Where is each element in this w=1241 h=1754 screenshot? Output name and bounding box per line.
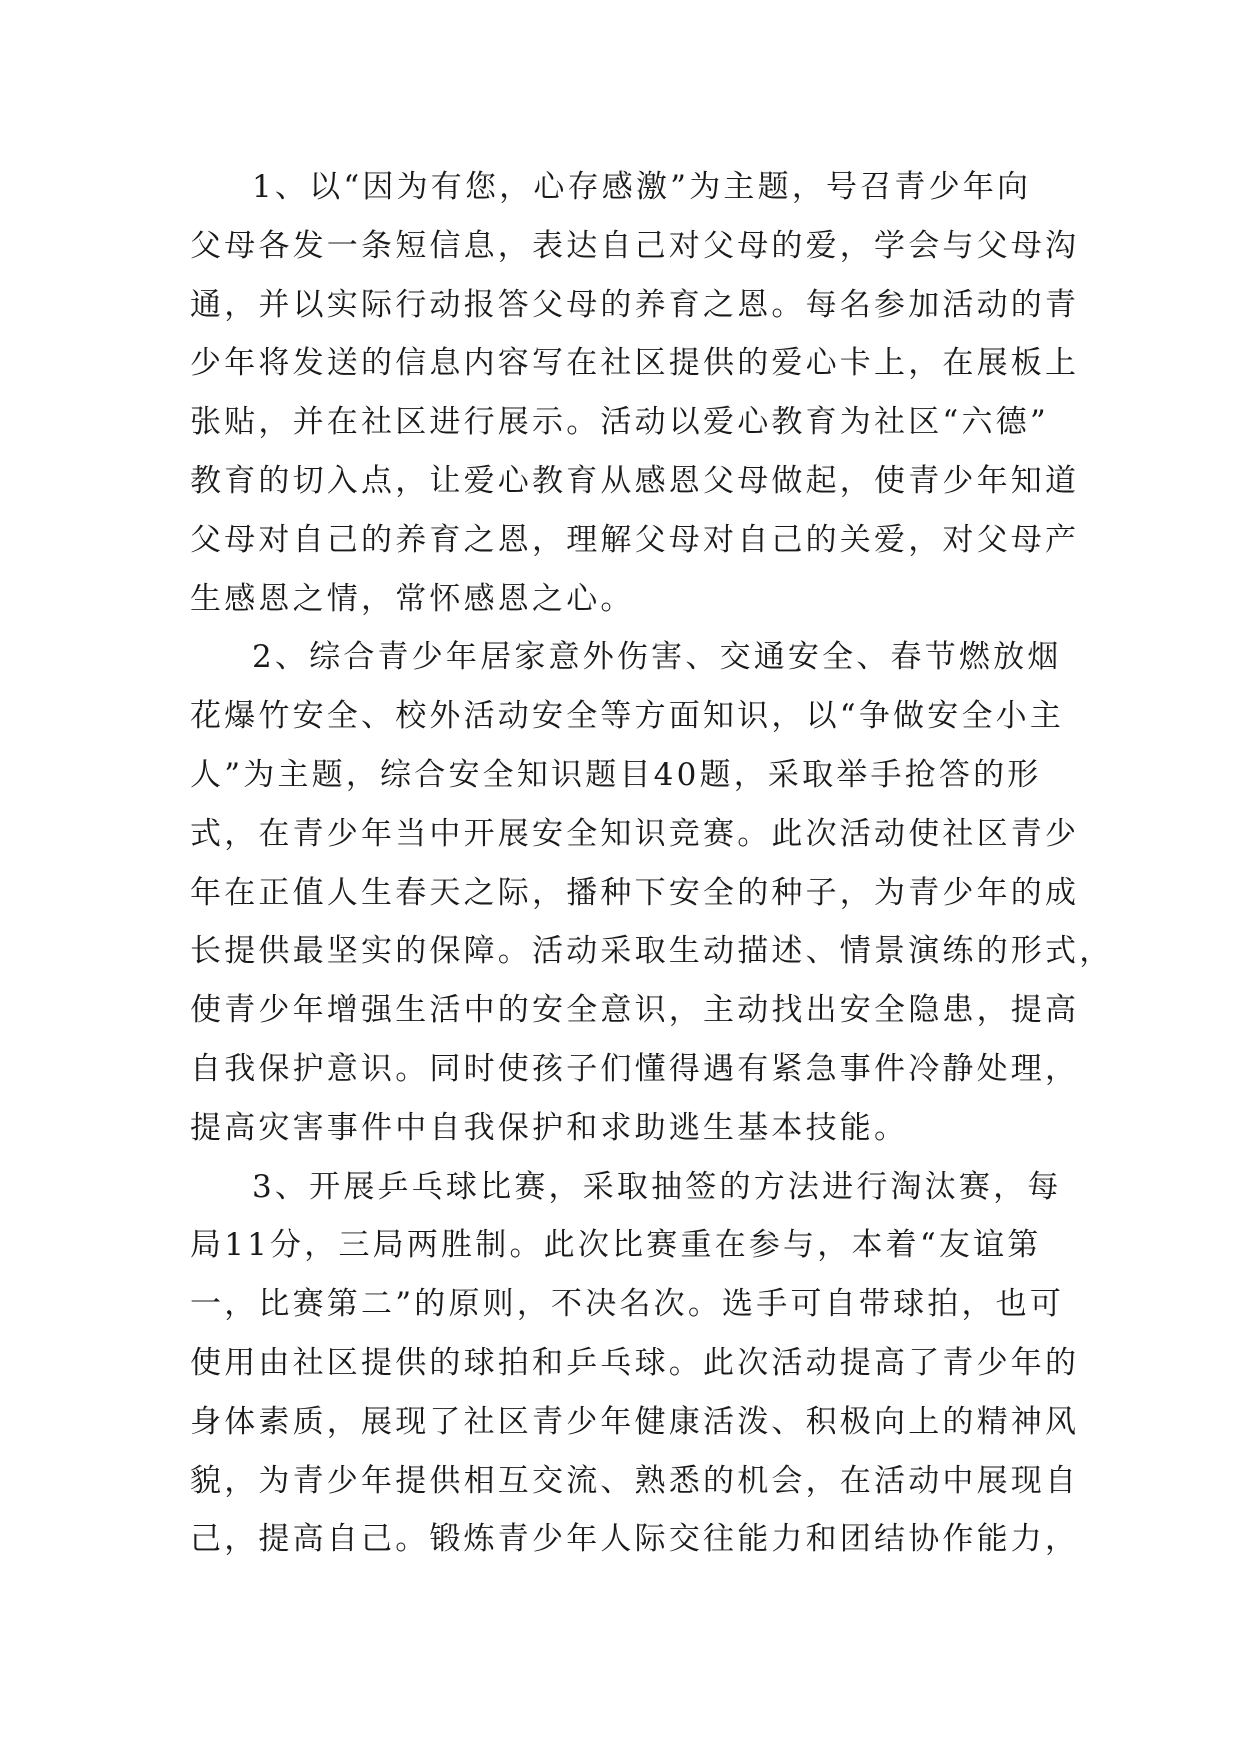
paragraph-line: 花爆竹安全、校外活动安全等方面知识，以“争做安全小主: [190, 698, 1065, 735]
paragraph-line: 长提供最坚实的保障。活动采取生动描述、情景演练的形式，: [190, 933, 1114, 970]
paragraph-line: 使青少年增强生活中的安全意识，主动找出安全隐患，提高: [190, 992, 1080, 1029]
paragraph-line: 貌，为青少年提供相互交流、熟悉的机会，在活动中展现自: [190, 1462, 1080, 1499]
paragraph-line: 局11分，三局两胜制。此次比赛重在参与，本着“友谊第: [190, 1227, 1042, 1264]
paragraph-line: 教育的切入点，让爱心教育从感恩父母做起，使青少年知道: [190, 462, 1080, 499]
paragraph-line: 使用由社区提供的球拍和乒乓球。此次活动提高了青少年的: [190, 1344, 1080, 1381]
paragraph-line: 2、综合青少年居家意外伤害、交通安全、春节燃放烟: [252, 639, 1062, 676]
paragraph-line: 张贴，并在社区进行展示。活动以爱心教育为社区“六德”: [190, 404, 1049, 441]
paragraph-line: 自我保护意识。同时使孩子们懂得遇有紧急事件冷静处理，: [190, 1050, 1080, 1087]
document-body: [190, 158, 1114, 1569]
paragraph-3: [190, 1158, 1080, 1570]
paragraph-line: 人”为主题，综合安全知识题目40题，采取举手抢答的形: [190, 756, 1042, 793]
paragraph-1: [190, 158, 1080, 628]
paragraph-line: 1、以“因为有您，心存感激”为主题，号召青少年向: [252, 169, 1032, 205]
paragraph-line: 式，在青少年当中开展安全知识竞赛。此次活动使社区青少: [190, 815, 1080, 852]
paragraph-line: 通，并以实际行动报答父母的养育之恩。每名参加活动的青: [190, 286, 1080, 323]
paragraph-line: 己，提高自己。锻炼青少年人际交往能力和团结协作能力，: [190, 1521, 1080, 1558]
paragraph-line: 年在正值人生春天之际，播种下安全的种子，为青少年的成: [190, 874, 1080, 911]
paragraph-line: 生感恩之情，常怀感恩之心。: [190, 580, 635, 617]
paragraph-2: [190, 628, 1114, 1157]
paragraph-line: 少年将发送的信息内容写在社区提供的爱心卡上，在展板上: [190, 345, 1080, 382]
paragraph-line: 一，比赛第二”的原则，不决名次。选手可自带球拍，也可: [190, 1286, 1065, 1323]
paragraph-line: 父母各发一条短信息，表达自己对父母的爱，学会与父母沟: [190, 227, 1080, 264]
paragraph-line: 提高灾害事件中自我保护和求助逃生基本技能。: [190, 1109, 909, 1146]
paragraph-line: 身体素质，展现了社区青少年健康活泼、积极向上的精神风: [190, 1403, 1080, 1440]
paragraph-line: 3、开展乒乓球比赛，采取抽签的方法进行淘汰赛，每: [252, 1168, 1062, 1205]
paragraph-line: 父母对自己的养育之恩，理解父母对自己的关爱，对父母产: [190, 521, 1080, 558]
